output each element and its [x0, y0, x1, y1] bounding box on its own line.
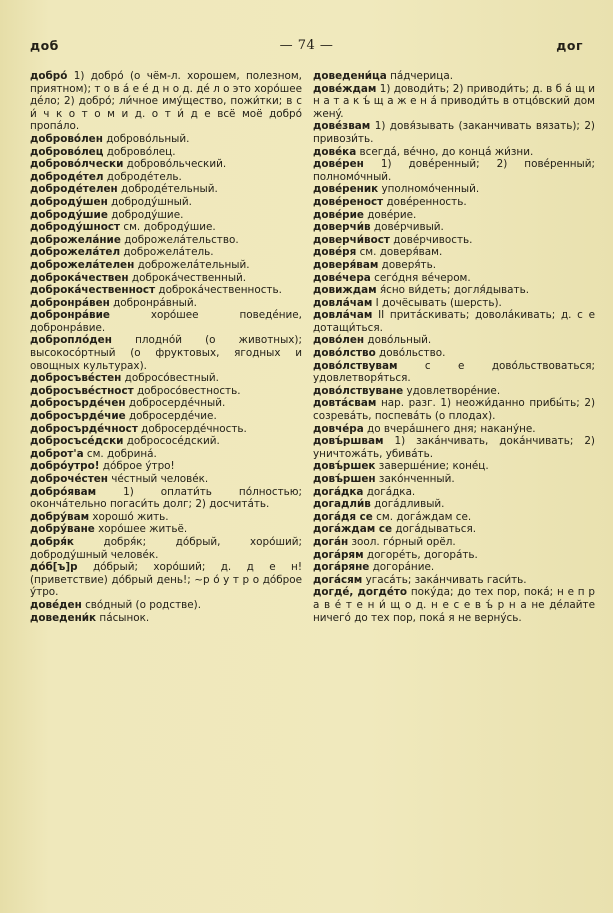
headword: довéрие — [313, 208, 364, 221]
headword: довлáчам — [313, 296, 373, 309]
headword: довéждам — [313, 82, 377, 95]
headword: доброво́лен — [30, 132, 103, 145]
dictionary-entry — [313, 309, 595, 334]
definition: с е дово́льствоваться; удовлетворя́ться. — [313, 359, 595, 385]
headword: дово́лен — [313, 334, 365, 347]
definition: доброкáчественный. — [128, 271, 247, 284]
definition: II притáскивать; доволáкивать; д. с е дотащи́ться. — [313, 309, 595, 334]
definition: нар. разг. 1) неожи́данно прибы́ть; 2) созревáть, поспевáть (о плодах). — [313, 397, 595, 423]
dictionary-entry — [30, 448, 302, 461]
headword: доброкáчествен — [30, 271, 129, 284]
definition: всегдá, вéчно, до концá жи́зни. — [356, 145, 534, 158]
definition: хоро́шее житьё. — [94, 523, 188, 536]
headword: дово́лствуване — [313, 384, 404, 397]
headword: до́б[ъ]р — [30, 561, 78, 574]
dictionary-entry — [30, 561, 302, 599]
headword: довéря — [313, 246, 357, 259]
dictionary-entry — [30, 133, 302, 146]
dictionary-entry — [313, 586, 595, 624]
dictionary-entry — [30, 221, 302, 234]
right-column — [313, 70, 595, 624]
definition: добросердéчность. — [137, 422, 247, 435]
dictionary-entry — [30, 146, 302, 159]
headword: добросъсéдски — [30, 435, 124, 448]
headword: добросърдéчие — [30, 410, 126, 423]
definition: доверя́ть. — [378, 258, 437, 271]
dictionary-entry — [313, 234, 595, 247]
dictionary-entry — [313, 209, 595, 222]
definition: чéстный человéк. — [107, 473, 209, 485]
headword: доброду́шен — [30, 195, 108, 208]
dictionary-entry — [313, 83, 595, 121]
dictionary-entry — [313, 120, 595, 145]
headword: доброчéстен — [30, 473, 108, 485]
headword: доброво́лчески — [30, 158, 124, 171]
headword: доброду́шие — [30, 208, 108, 221]
dictionary-entry — [30, 309, 302, 334]
definition: добронрáвный. — [109, 296, 197, 309]
headword: догáн — [313, 535, 349, 548]
dictionary-entry — [30, 523, 302, 536]
dictionary-entry — [30, 196, 302, 209]
headword: доверя́вам — [313, 258, 379, 271]
headword: добро́ — [30, 70, 68, 82]
headword: добронрáвие — [30, 309, 110, 322]
definition: дово́льство. — [375, 347, 446, 360]
headword: довъ́ршек — [313, 460, 376, 473]
definition: догорéть, догорáть. — [363, 548, 478, 561]
definition: уполномо́ченный. — [378, 183, 480, 196]
dictionary-entry — [313, 70, 595, 83]
dictionary-entry — [313, 158, 595, 183]
dictionary-entry — [313, 435, 595, 460]
dictionary-entry — [313, 360, 595, 385]
definition: см. догáждам се. — [372, 510, 472, 523]
definition: догáдываться. — [392, 523, 477, 536]
headword: довтáсвам — [313, 397, 377, 410]
definition: довéрчивость. — [389, 233, 473, 246]
dictionary-entry — [313, 574, 595, 587]
headword: довéчера — [313, 271, 371, 284]
headword: доброво́лец — [30, 145, 104, 158]
dictionary-entry — [313, 272, 595, 285]
definition: я́сно ви́деть; догля́дывать. — [376, 284, 530, 297]
dictionary-entry — [30, 410, 302, 423]
dictionary-entry — [30, 334, 302, 372]
definition: добросердéчный. — [125, 397, 226, 410]
headword: довéка — [313, 145, 357, 158]
definition: 1) оплати́ть по́лностью; окончáтельно погаси́ть долг; 2) досчитáть. — [30, 485, 302, 511]
headword: догáрям — [313, 548, 364, 561]
headword: добродéтел — [30, 170, 104, 183]
dictionary-entry — [30, 70, 302, 133]
dictionary-entry — [313, 347, 595, 360]
dictionary-entry — [30, 385, 302, 398]
definition: догáдка. — [363, 485, 416, 498]
definition: зоол. го́рный орёл. — [348, 535, 456, 548]
definition: см. доверя́вам. — [356, 246, 443, 259]
headword: доброжелáтел — [30, 246, 121, 259]
definition: догорáние. — [369, 561, 435, 574]
headword: доверчи́в — [313, 221, 371, 234]
definition: см. доброду́шие. — [120, 221, 216, 234]
headword: добру́вам — [30, 510, 90, 523]
headword: догдé, догдéто — [313, 586, 408, 599]
dictionary-entry — [313, 183, 595, 196]
dictionary-entry — [313, 561, 595, 574]
headword: дово́лство — [313, 347, 376, 360]
dictionary-entry — [313, 246, 595, 259]
dictionary-entry — [30, 423, 302, 436]
definition: 1) довя́зывать (заканчивать вязать); 2) привози́ть. — [313, 120, 595, 145]
definition: добродéтельный. — [117, 183, 218, 196]
definition: I дочёсывать (шерсть). — [372, 296, 502, 309]
headword: добронрáвен — [30, 296, 110, 309]
headword: довлáчам — [313, 309, 373, 322]
dictionary-entry — [30, 536, 302, 561]
definition: сво́дный (о родстве). — [81, 598, 202, 611]
headword: довъ́ршвам — [313, 435, 384, 448]
definition: до́брое у́тро! — [99, 460, 175, 473]
left-column — [30, 70, 302, 624]
dictionary-entry — [313, 536, 595, 549]
headword: дово́лствувам — [313, 359, 398, 372]
dictionary-entry — [313, 460, 595, 473]
headword: догáсям — [313, 573, 363, 586]
dictionary-entry — [30, 246, 302, 259]
headword: догадли́в — [313, 498, 371, 511]
headword: догáряне — [313, 561, 370, 574]
dictionary-entry — [313, 385, 595, 398]
header-right-guide-word: дог — [556, 38, 583, 53]
dictionary-entry — [313, 397, 595, 422]
dictionary-entry — [313, 221, 595, 234]
dictionary-entry — [313, 423, 595, 436]
dictionary-entry — [313, 146, 595, 159]
headword: догáдя се — [313, 510, 373, 523]
headword: доброжелáтелен — [30, 258, 135, 271]
dictionary-entry — [30, 511, 302, 524]
headword: доброкáчественност — [30, 284, 156, 297]
definition: добродéтель. — [103, 170, 182, 183]
definition: сего́дня вéчером. — [370, 271, 471, 284]
definition: доброво́лец. — [103, 145, 176, 158]
dictionary-entry — [313, 334, 595, 347]
dictionary-entry — [30, 259, 302, 272]
definition: 1) добро́ (о чём-л. хорошем, полезном, приятном); т о в á е é д н о д. дé л о это хоро́шее дéло; 2) добро́; ли́чное иму́щество, пожи́тки; в с и́ ч к о т о м и д. о т и́ д е всё моё добро́ пропáло. — [30, 70, 302, 133]
dictionary-entry — [30, 209, 302, 222]
dictionary-entry — [30, 435, 302, 448]
definition: хорошо́ жить. — [89, 510, 169, 523]
dictionary-entry — [30, 486, 302, 511]
dictionary-entry — [30, 460, 302, 473]
headword: добросъвéстност — [30, 384, 134, 397]
dictionary-entry — [30, 234, 302, 247]
header-left-guide-word: доб — [30, 38, 59, 53]
headword: довéреник — [313, 183, 379, 196]
definition: пáдчерица. — [386, 70, 454, 82]
headword: добросърдéчен — [30, 397, 126, 410]
headword: доведени́ца — [313, 70, 387, 82]
headword: довéрен — [313, 158, 364, 171]
dictionary-entry — [30, 284, 302, 297]
definition: до́брый; хоро́ший; д. д е н! (приветствие) до́брый день!; ~р о́ у т р о до́брое у́тро. — [30, 561, 302, 599]
definition: довéрчивый. — [370, 221, 444, 234]
definition: довéренность. — [383, 195, 467, 208]
headword: добросърдéчност — [30, 422, 138, 435]
definition: угасáть; закáнчивать гаси́ть. — [362, 573, 527, 586]
dictionary-entry — [313, 498, 595, 511]
dictionary-entry — [30, 473, 302, 486]
definition: 1) доводи́ть; 2) приводи́ть; д. в б á щ и н а т а к ъ́ щ а ж е н á приводи́ть в отцо́вский дом женý. — [313, 82, 595, 120]
definition: добросердéчие. — [125, 410, 217, 423]
definition: 1) довéренный; 2) повéренный; полномо́чный. — [313, 158, 595, 183]
headword: довъ́ршен — [313, 473, 376, 485]
headword: доброплóден — [30, 334, 112, 347]
headword: доброжелáние — [30, 233, 121, 246]
headword: доброт'а — [30, 447, 84, 460]
headword: довéден — [30, 598, 82, 611]
dictionary-entry — [313, 511, 595, 524]
definition: доброду́шный. — [107, 195, 192, 208]
definition: покýда; до тех пор, покá; н е п р а в é т е н и́ щ о д. н е с е в ъ́ р н а не дéлайте ничегó до тех пор, покá я не вернýсь. — [313, 586, 595, 624]
headword: добро́утро! — [30, 460, 100, 473]
definition: доброво́льный. — [102, 132, 190, 145]
definition: доброжелáтельный. — [134, 258, 250, 271]
dictionary-entry — [313, 549, 595, 562]
definition: хоро́шее поведéние, добронрáвие. — [30, 309, 302, 334]
headword: добродéтелен — [30, 183, 118, 196]
definition: удовлетворéние. — [403, 384, 501, 397]
dictionary-entry — [313, 486, 595, 499]
definition: добрососéдский. — [123, 435, 220, 448]
definition: довéрие. — [363, 208, 417, 221]
dictionary-entry — [30, 599, 302, 612]
dictionary-entry — [30, 171, 302, 184]
headword: довиждам — [313, 284, 377, 297]
headword: добросъвéстен — [30, 372, 122, 385]
headword: догáждам се — [313, 523, 393, 536]
definition: доброжелáтель. — [120, 246, 214, 259]
definition: добря́к; до́брый, хоро́ший; доброду́шный человéк. — [30, 535, 302, 561]
headword: добро́явам — [30, 485, 97, 498]
headword: доброду́шност — [30, 221, 121, 234]
dictionary-entry — [30, 158, 302, 171]
definition: добросо́вестность. — [133, 384, 241, 397]
dictionary-entry — [313, 297, 595, 310]
definition: доброду́шие. — [107, 208, 184, 221]
headword: довчéра — [313, 422, 364, 435]
definition: пáсынок. — [96, 611, 150, 624]
headword: довéзвам — [313, 120, 371, 133]
dictionary-entry — [313, 473, 595, 486]
definition: дово́льный. — [364, 334, 432, 347]
headword: добря́к — [30, 535, 74, 548]
definition: см. добринá. — [83, 447, 157, 460]
dictionary-entry — [30, 372, 302, 385]
definition: закóнченный. — [375, 473, 455, 485]
headword: довéреност — [313, 195, 384, 208]
definition: до вчерáшнего дня; накану́не. — [363, 422, 536, 435]
definition: догáдливый. — [370, 498, 445, 511]
definition: доброжелáтельство. — [120, 233, 239, 246]
definition: добросо́вестный. — [121, 372, 219, 385]
dictionary-entry — [30, 183, 302, 196]
definition: завершéние; конéц. — [375, 460, 489, 473]
headword: добру́ване — [30, 523, 95, 536]
dictionary-entry — [30, 612, 302, 625]
dictionary-entry — [30, 397, 302, 410]
headword: догáдка — [313, 485, 364, 498]
definition: доброво́льческий. — [123, 158, 227, 171]
page-number: — 74 — — [279, 38, 334, 53]
dictionary-entry — [30, 272, 302, 285]
definition: плоднóй (о животных); высокосóртный (о фруктовых, ягодных и овощных культурах). — [30, 334, 302, 372]
headword: доверчи́вост — [313, 233, 390, 246]
dictionary-entry — [30, 297, 302, 310]
dictionary-entry — [313, 196, 595, 209]
dictionary-entry — [313, 259, 595, 272]
dictionary-entry — [313, 523, 595, 536]
definition: доброкáчественность. — [155, 284, 282, 297]
definition: 1) закáнчивать, докáнчивать; 2) уничтожáть, убивáть. — [313, 435, 595, 460]
dictionary-entry — [313, 284, 595, 297]
headword: доведени́к — [30, 611, 97, 624]
